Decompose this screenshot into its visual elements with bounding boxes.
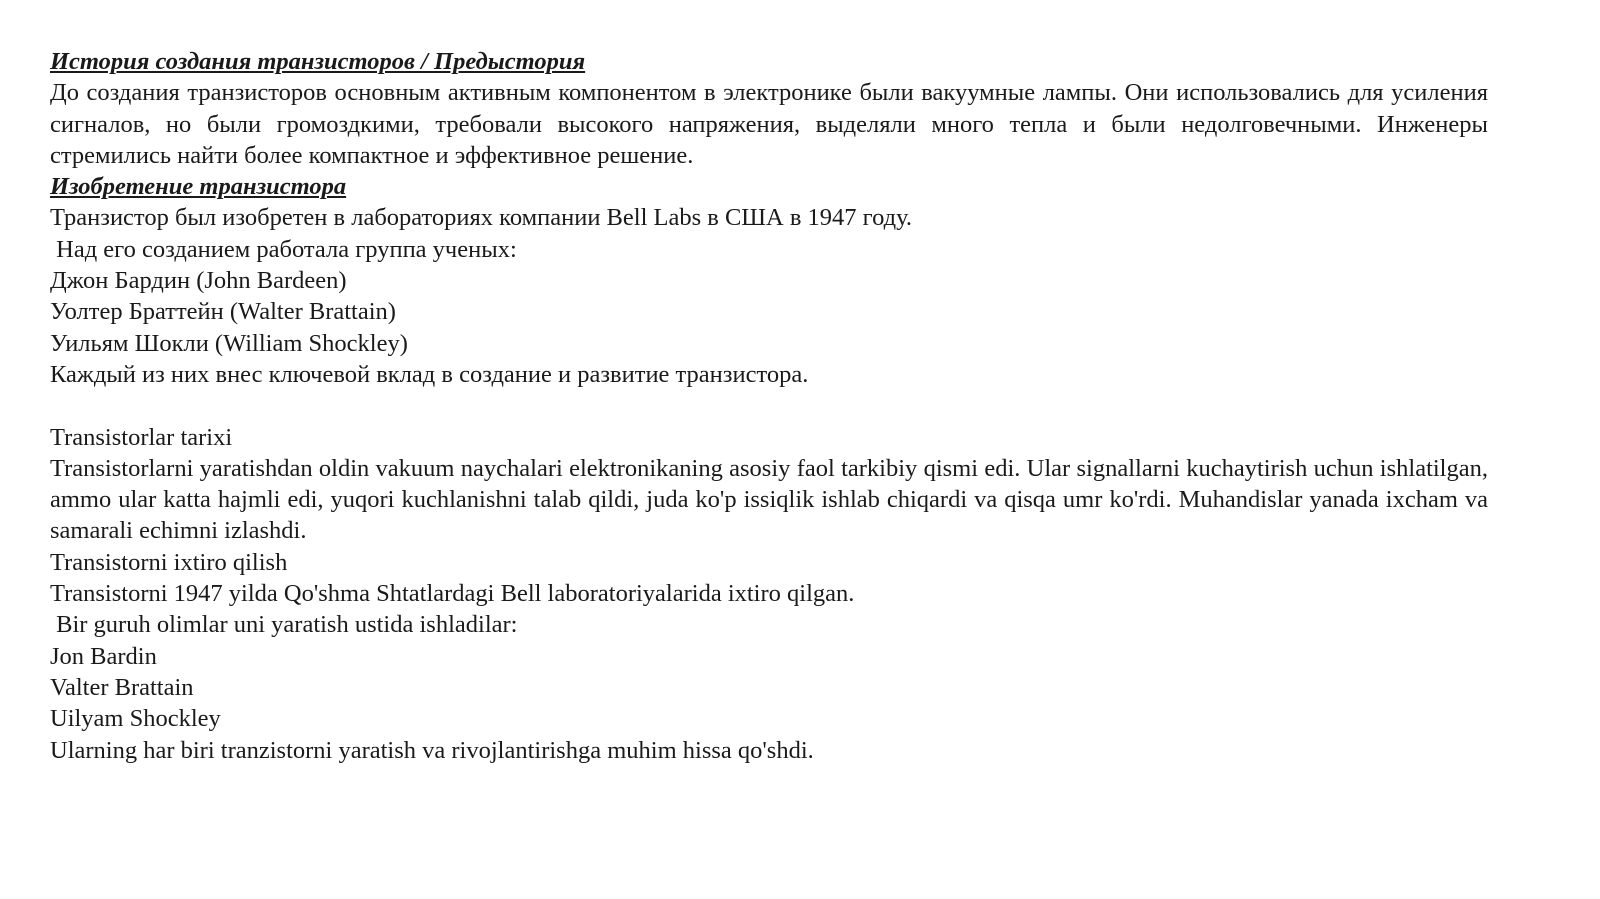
russian-section (50, 46, 1488, 390)
ru-history-heading: История создания транзисторов / Предыстория (50, 48, 586, 75)
ru-scientist-shockley: Уильям Шокли (William Shockley) (50, 329, 408, 357)
ru-scientist-brattain: Уолтер Браттейн (Walter Brattain) (50, 298, 396, 326)
uz-scientist-bardin: Jon Bardin (50, 642, 157, 670)
section-spacer (50, 390, 1488, 421)
uz-prehistory-paragraph: Transistorlarni yaratishdan oldin vakuum naychalari elektronikaning asosiy faol tarkibiy qismi edi. Ular signallarni kuchaytirish uchun ishlatilgan, ammo ular katta hajmli edi, yuqori kuchlanishni talab qildi, juda ko'p issiqlik ishlab chiqardi va qisqa umr ko'rdi. Muhandislar yanada ixcham va samarali echimni izlashdi. (50, 454, 1488, 545)
uz-invention-heading: Transistorni ixtiro qilish (50, 548, 288, 576)
document-page (50, 46, 1488, 766)
ru-team-intro-line: Над его созданием работала группа ученых: (50, 235, 517, 263)
uz-invention-line: Transistorni 1947 yilda Qo'shma Shtatlardagi Bell laboratoriyalarida ixtiro qilgan. (50, 580, 855, 608)
uz-contribution-line: Ularning har biri tranzistorni yaratish va rivojlantirishga muhim hissa qo'shdi. (50, 736, 814, 764)
ru-prehistory-paragraph: До создания транзисторов основным активным компонентом в электронике были вакуумные лампы. Они использовались для усиления сигналов, но были громоздкими, требовали высокого напряжения, выделяли много тепла и были недолговечными. Инженеры стремились найти более компактное и эффективное решение. (50, 79, 1488, 169)
uz-scientist-brattain: Valter Brattain (50, 673, 194, 701)
ru-invention-heading: Изобретение транзистора (50, 173, 347, 201)
ru-contribution-line: Каждый из них внес ключевой вклад в создание и развитие транзистора. (50, 360, 809, 388)
uz-team-intro-line: Bir guruh olimlar uni yaratish ustida ishladilar: (50, 611, 518, 639)
ru-scientist-bardeen: Джон Бардин (John Bardeen) (50, 267, 347, 295)
uz-scientist-shockley: Uilyam Shockley (50, 705, 221, 733)
ru-invention-line: Транзистор был изобретен в лабораториях компании Bell Labs в США в 1947 году. (50, 204, 913, 232)
uzbek-section (50, 422, 1488, 766)
uz-history-heading: Transistorlar tarixi (50, 423, 233, 451)
